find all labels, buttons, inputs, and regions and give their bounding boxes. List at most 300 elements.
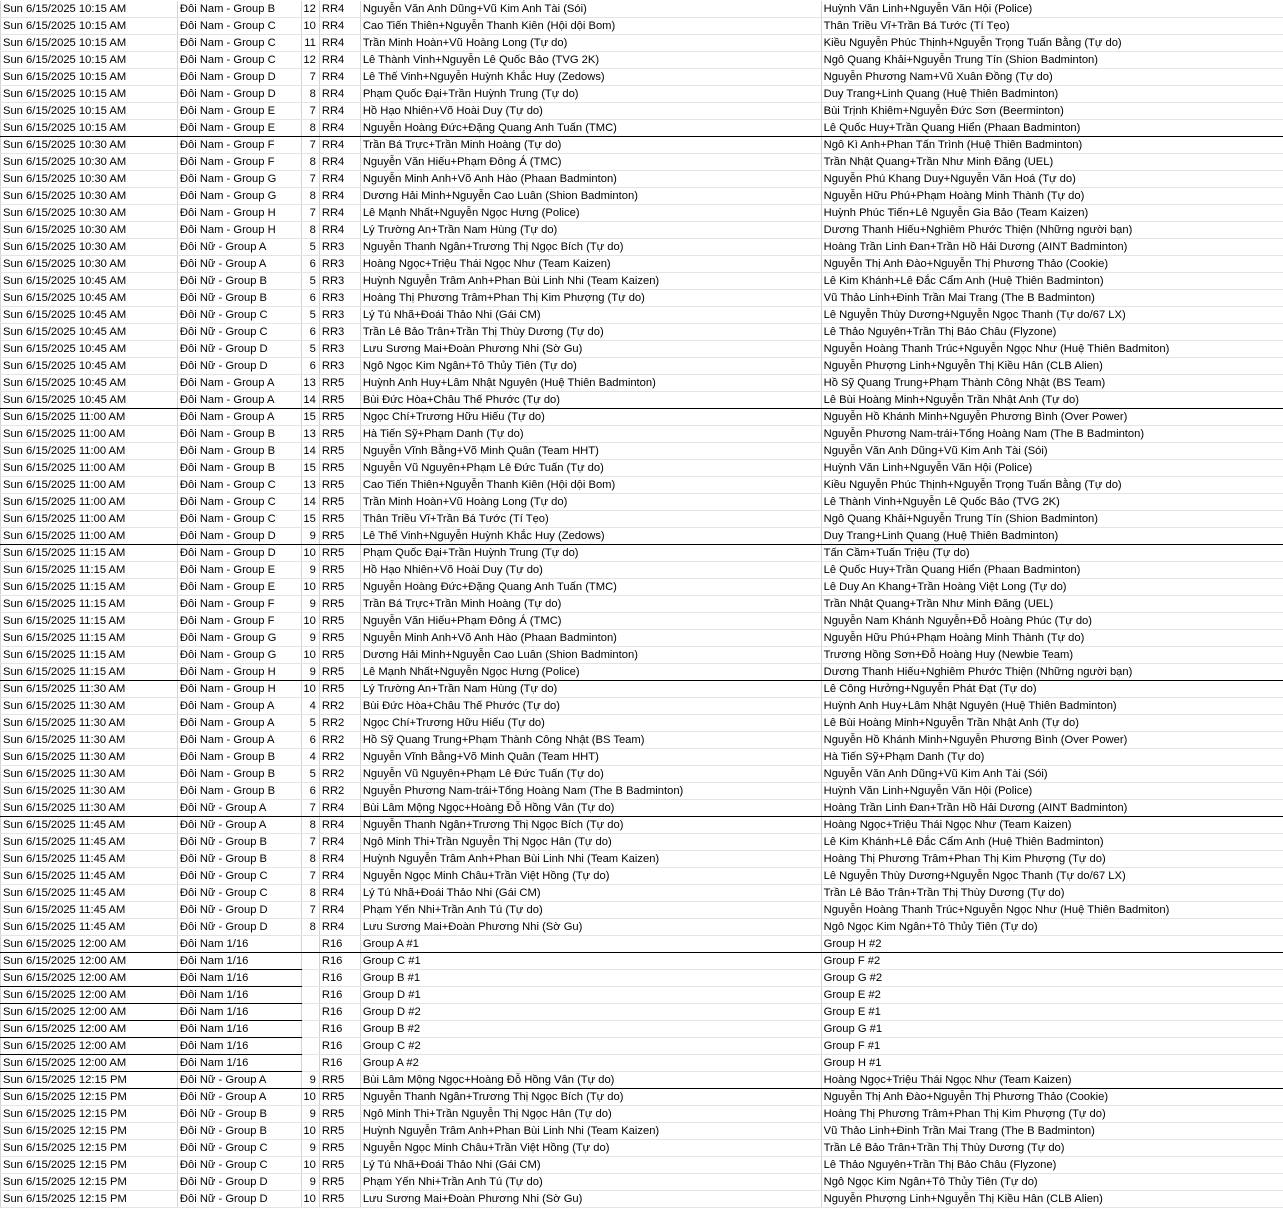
team-two-cell[interactable]: Trần Lê Bảo Trân+Trần Thị Thùy Dương (Tự do) bbox=[821, 1140, 1283, 1157]
match-number-cell[interactable]: 6 bbox=[301, 783, 319, 800]
match-number-cell[interactable]: 10 bbox=[301, 1191, 319, 1208]
time-cell[interactable]: Sun 6/15/2025 11:30 AM bbox=[1, 766, 178, 783]
time-cell[interactable]: Sun 6/15/2025 10:45 AM bbox=[1, 375, 178, 392]
team-two-cell[interactable]: Group H #1 bbox=[821, 1055, 1283, 1072]
event-cell[interactable]: Đôi Nam - Group C bbox=[177, 52, 301, 69]
round-cell[interactable]: RR5 bbox=[319, 681, 360, 698]
team-two-cell[interactable]: Huỳnh Anh Huy+Lâm Nhật Nguyên (Huệ Thiên Badminton) bbox=[821, 698, 1283, 715]
team-one-cell[interactable]: Phạm Yến Nhi+Trần Anh Tú (Tự do) bbox=[360, 902, 821, 919]
time-cell[interactable]: Sun 6/15/2025 10:30 AM bbox=[1, 137, 178, 154]
team-two-cell[interactable]: Kiều Nguyễn Phúc Thịnh+Nguyễn Trọng Tuấn Bằng (Tự do) bbox=[821, 35, 1283, 52]
team-two-cell[interactable]: Duy Trang+Linh Quang (Huệ Thiên Badminton) bbox=[821, 86, 1283, 103]
round-cell[interactable]: RR5 bbox=[319, 545, 360, 562]
round-cell[interactable]: RR4 bbox=[319, 902, 360, 919]
team-one-cell[interactable]: Hoàng Ngọc+Triệu Thái Ngọc Như (Team Kaizen) bbox=[360, 256, 821, 273]
time-cell[interactable]: Sun 6/15/2025 12:00 AM bbox=[1, 936, 178, 953]
time-cell[interactable]: Sun 6/15/2025 12:00 AM bbox=[1, 953, 178, 970]
team-two-cell[interactable]: Vũ Thảo Linh+Đinh Trần Mai Trang (The B Badminton) bbox=[821, 1123, 1283, 1140]
round-cell[interactable]: RR3 bbox=[319, 324, 360, 341]
event-cell[interactable]: Đôi Nữ - Group C bbox=[177, 868, 301, 885]
time-cell[interactable]: Sun 6/15/2025 11:00 AM bbox=[1, 443, 178, 460]
team-two-cell[interactable]: Hà Tiến Sỹ+Phạm Danh (Tự do) bbox=[821, 749, 1283, 766]
round-cell[interactable]: RR2 bbox=[319, 715, 360, 732]
match-number-cell[interactable]: 9 bbox=[301, 562, 319, 579]
team-one-cell[interactable]: Huỳnh Nguyễn Trâm Anh+Phan Bùi Linh Nhi (Team Kaizen) bbox=[360, 851, 821, 868]
event-cell[interactable]: Đôi Nam - Group F bbox=[177, 154, 301, 171]
match-number-cell[interactable]: 10 bbox=[301, 579, 319, 596]
time-cell[interactable]: Sun 6/15/2025 11:00 AM bbox=[1, 426, 178, 443]
event-cell[interactable]: Đôi Nam 1/16 bbox=[177, 936, 301, 953]
time-cell[interactable]: Sun 6/15/2025 11:45 AM bbox=[1, 834, 178, 851]
team-two-cell[interactable]: Dương Thanh Hiếu+Nghiêm Phước Thiện (Những người bạn) bbox=[821, 664, 1283, 681]
team-one-cell[interactable]: Hà Tiến Sỹ+Phạm Danh (Tự do) bbox=[360, 426, 821, 443]
round-cell[interactable]: RR4 bbox=[319, 120, 360, 137]
match-number-cell[interactable]: 10 bbox=[301, 545, 319, 562]
team-two-cell[interactable]: Lê Bùi Hoàng Minh+Nguyễn Trần Nhật Anh (Tự do) bbox=[821, 392, 1283, 409]
time-cell[interactable]: Sun 6/15/2025 10:15 AM bbox=[1, 86, 178, 103]
team-one-cell[interactable]: Trần Minh Hoàn+Vũ Hoàng Long (Tự do) bbox=[360, 494, 821, 511]
team-two-cell[interactable]: Lê Công Hưởng+Nguyễn Phát Đạt (Tự do) bbox=[821, 681, 1283, 698]
team-one-cell[interactable]: Lê Thế Vinh+Nguyễn Huỳnh Khắc Huy (Zedows) bbox=[360, 528, 821, 545]
match-number-cell[interactable] bbox=[301, 970, 319, 987]
event-cell[interactable]: Đôi Nữ - Group B bbox=[177, 834, 301, 851]
match-number-cell[interactable]: 14 bbox=[301, 443, 319, 460]
team-two-cell[interactable]: Huỳnh Phúc Tiến+Lê Nguyễn Gia Bảo (Team Kaizen) bbox=[821, 205, 1283, 222]
time-cell[interactable]: Sun 6/15/2025 12:00 AM bbox=[1, 1021, 178, 1038]
round-cell[interactable]: RR5 bbox=[319, 409, 360, 426]
match-number-cell[interactable]: 9 bbox=[301, 1106, 319, 1123]
team-one-cell[interactable]: Nguyễn Vĩnh Bằng+Võ Minh Quân (Team HHT) bbox=[360, 443, 821, 460]
time-cell[interactable]: Sun 6/15/2025 10:45 AM bbox=[1, 392, 178, 409]
event-cell[interactable]: Đôi Nam - Group A bbox=[177, 375, 301, 392]
event-cell[interactable]: Đôi Nữ - Group A bbox=[177, 256, 301, 273]
match-number-cell[interactable]: 6 bbox=[301, 358, 319, 375]
time-cell[interactable]: Sun 6/15/2025 11:15 AM bbox=[1, 613, 178, 630]
time-cell[interactable]: Sun 6/15/2025 12:15 PM bbox=[1, 1089, 178, 1106]
team-two-cell[interactable]: Duy Trang+Linh Quang (Huệ Thiên Badminton) bbox=[821, 528, 1283, 545]
round-cell[interactable]: RR4 bbox=[319, 222, 360, 239]
team-one-cell[interactable]: Ngô Ngọc Kim Ngân+Tô Thủy Tiên (Tự do) bbox=[360, 358, 821, 375]
team-one-cell[interactable]: Nguyễn Văn Hiếu+Phạm Đông Á (TMC) bbox=[360, 154, 821, 171]
round-cell[interactable]: RR2 bbox=[319, 698, 360, 715]
time-cell[interactable]: Sun 6/15/2025 10:15 AM bbox=[1, 1, 178, 18]
team-one-cell[interactable]: Lý Trường An+Trần Nam Hùng (Tự do) bbox=[360, 681, 821, 698]
round-cell[interactable]: RR5 bbox=[319, 613, 360, 630]
round-cell[interactable]: RR5 bbox=[319, 392, 360, 409]
team-one-cell[interactable]: Hoàng Thị Phương Trâm+Phan Thị Kim Phượng (Tự do) bbox=[360, 290, 821, 307]
match-number-cell[interactable]: 8 bbox=[301, 851, 319, 868]
time-cell[interactable]: Sun 6/15/2025 10:45 AM bbox=[1, 307, 178, 324]
round-cell[interactable]: RR4 bbox=[319, 919, 360, 936]
round-cell[interactable]: RR4 bbox=[319, 154, 360, 171]
team-two-cell[interactable]: Lê Bùi Hoàng Minh+Nguyễn Trần Nhật Anh (Tự do) bbox=[821, 715, 1283, 732]
time-cell[interactable]: Sun 6/15/2025 11:45 AM bbox=[1, 817, 178, 834]
event-cell[interactable]: Đôi Nữ - Group B bbox=[177, 851, 301, 868]
time-cell[interactable]: Sun 6/15/2025 11:45 AM bbox=[1, 851, 178, 868]
event-cell[interactable]: Đôi Nam - Group H bbox=[177, 681, 301, 698]
match-number-cell[interactable] bbox=[301, 987, 319, 1004]
time-cell[interactable]: Sun 6/15/2025 10:30 AM bbox=[1, 171, 178, 188]
round-cell[interactable]: RR5 bbox=[319, 1191, 360, 1208]
team-two-cell[interactable]: Huỳnh Văn Linh+Nguyễn Văn Hội (Police) bbox=[821, 460, 1283, 477]
team-two-cell[interactable]: Lê Quốc Huy+Trần Quang Hiển (Phaan Badminton) bbox=[821, 562, 1283, 579]
team-one-cell[interactable]: Group D #2 bbox=[360, 1004, 821, 1021]
team-two-cell[interactable]: Lê Quốc Huy+Trần Quang Hiển (Phaan Badminton) bbox=[821, 120, 1283, 137]
team-one-cell[interactable]: Group A #2 bbox=[360, 1055, 821, 1072]
match-number-cell[interactable]: 9 bbox=[301, 1072, 319, 1089]
team-two-cell[interactable]: Bùi Trịnh Khiêm+Nguyễn Đức Sơn (Beerminton) bbox=[821, 103, 1283, 120]
match-number-cell[interactable]: 10 bbox=[301, 1157, 319, 1174]
team-one-cell[interactable]: Trần Bá Trực+Trần Minh Hoàng (Tự do) bbox=[360, 596, 821, 613]
event-cell[interactable]: Đôi Nam - Group A bbox=[177, 392, 301, 409]
team-two-cell[interactable]: Nguyễn Phương Nam+Vũ Xuân Đồng (Tự do) bbox=[821, 69, 1283, 86]
round-cell[interactable]: RR4 bbox=[319, 35, 360, 52]
team-two-cell[interactable]: Nguyễn Phượng Linh+Nguyễn Thị Kiều Hân (CLB Alien) bbox=[821, 1191, 1283, 1208]
round-cell[interactable]: R16 bbox=[319, 987, 360, 1004]
match-number-cell[interactable]: 6 bbox=[301, 324, 319, 341]
match-number-cell[interactable]: 7 bbox=[301, 171, 319, 188]
time-cell[interactable]: Sun 6/15/2025 10:30 AM bbox=[1, 154, 178, 171]
time-cell[interactable]: Sun 6/15/2025 10:45 AM bbox=[1, 341, 178, 358]
round-cell[interactable]: RR3 bbox=[319, 273, 360, 290]
team-two-cell[interactable]: Huỳnh Văn Linh+Nguyễn Văn Hội (Police) bbox=[821, 1, 1283, 18]
team-two-cell[interactable]: Vũ Thảo Linh+Đinh Trần Mai Trang (The B Badminton) bbox=[821, 290, 1283, 307]
round-cell[interactable]: RR5 bbox=[319, 375, 360, 392]
match-number-cell[interactable]: 7 bbox=[301, 868, 319, 885]
event-cell[interactable]: Đôi Nam 1/16 bbox=[177, 987, 301, 1004]
team-one-cell[interactable]: Phạm Yến Nhi+Trần Anh Tú (Tự do) bbox=[360, 1174, 821, 1191]
team-two-cell[interactable]: Group F #1 bbox=[821, 1038, 1283, 1055]
match-number-cell[interactable]: 7 bbox=[301, 69, 319, 86]
event-cell[interactable]: Đôi Nam - Group B bbox=[177, 460, 301, 477]
team-two-cell[interactable]: Hoàng Ngọc+Triệu Thái Ngọc Như (Team Kaizen) bbox=[821, 1072, 1283, 1089]
match-number-cell[interactable]: 9 bbox=[301, 1174, 319, 1191]
team-one-cell[interactable]: Group D #1 bbox=[360, 987, 821, 1004]
team-one-cell[interactable]: Nguyễn Vũ Nguyên+Phạm Lê Đức Tuấn (Tự do) bbox=[360, 766, 821, 783]
round-cell[interactable]: RR5 bbox=[319, 579, 360, 596]
time-cell[interactable]: Sun 6/15/2025 10:15 AM bbox=[1, 52, 178, 69]
round-cell[interactable]: RR4 bbox=[319, 885, 360, 902]
round-cell[interactable]: RR2 bbox=[319, 749, 360, 766]
round-cell[interactable]: R16 bbox=[319, 1004, 360, 1021]
round-cell[interactable]: RR4 bbox=[319, 18, 360, 35]
team-two-cell[interactable]: Lê Thành Vinh+Nguyễn Lê Quốc Bảo (TVG 2K) bbox=[821, 494, 1283, 511]
time-cell[interactable]: Sun 6/15/2025 12:15 PM bbox=[1, 1072, 178, 1089]
match-number-cell[interactable]: 13 bbox=[301, 426, 319, 443]
round-cell[interactable]: RR4 bbox=[319, 137, 360, 154]
team-one-cell[interactable]: Hồ Hạo Nhiên+Võ Hoài Duy (Tự do) bbox=[360, 562, 821, 579]
time-cell[interactable]: Sun 6/15/2025 10:15 AM bbox=[1, 35, 178, 52]
match-number-cell[interactable]: 5 bbox=[301, 273, 319, 290]
event-cell[interactable]: Đôi Nam - Group D bbox=[177, 86, 301, 103]
event-cell[interactable]: Đôi Nam 1/16 bbox=[177, 1004, 301, 1021]
time-cell[interactable]: Sun 6/15/2025 11:30 AM bbox=[1, 749, 178, 766]
team-two-cell[interactable]: Hoàng Trần Linh Đan+Trần Hồ Hải Dương (AINT Badminton) bbox=[821, 239, 1283, 256]
match-number-cell[interactable]: 4 bbox=[301, 698, 319, 715]
match-number-cell[interactable]: 5 bbox=[301, 239, 319, 256]
time-cell[interactable]: Sun 6/15/2025 11:30 AM bbox=[1, 681, 178, 698]
event-cell[interactable]: Đôi Nam - Group B bbox=[177, 766, 301, 783]
time-cell[interactable]: Sun 6/15/2025 11:00 AM bbox=[1, 409, 178, 426]
team-one-cell[interactable]: Bùi Lâm Mộng Ngọc+Hoàng Đỗ Hồng Vân (Tự do) bbox=[360, 1072, 821, 1089]
match-number-cell[interactable]: 8 bbox=[301, 885, 319, 902]
team-two-cell[interactable]: Trần Lê Bảo Trân+Trần Thị Thùy Dương (Tự do) bbox=[821, 885, 1283, 902]
round-cell[interactable]: RR5 bbox=[319, 647, 360, 664]
match-number-cell[interactable] bbox=[301, 1038, 319, 1055]
match-number-cell[interactable]: 12 bbox=[301, 52, 319, 69]
team-one-cell[interactable]: Lê Thành Vinh+Nguyễn Lê Quốc Bảo (TVG 2K) bbox=[360, 52, 821, 69]
round-cell[interactable]: RR2 bbox=[319, 766, 360, 783]
team-two-cell[interactable]: Nguyễn Hữu Phú+Phạm Hoàng Minh Thành (Tự do) bbox=[821, 630, 1283, 647]
match-number-cell[interactable]: 5 bbox=[301, 766, 319, 783]
team-one-cell[interactable]: Nguyễn Minh Anh+Võ Anh Hào (Phaan Badminton) bbox=[360, 630, 821, 647]
team-one-cell[interactable]: Dương Hải Minh+Nguyễn Cao Luân (Shion Badminton) bbox=[360, 647, 821, 664]
round-cell[interactable]: RR5 bbox=[319, 630, 360, 647]
round-cell[interactable]: RR5 bbox=[319, 664, 360, 681]
event-cell[interactable]: Đôi Nam - Group B bbox=[177, 1, 301, 18]
team-one-cell[interactable]: Phạm Quốc Đại+Trần Huỳnh Trung (Tự do) bbox=[360, 545, 821, 562]
team-one-cell[interactable]: Nguyễn Ngọc Minh Châu+Trần Việt Hồng (Tự do) bbox=[360, 868, 821, 885]
team-two-cell[interactable]: Lê Nguyễn Thùy Dương+Nguyễn Ngọc Thanh (Tự do/67 LX) bbox=[821, 868, 1283, 885]
round-cell[interactable]: RR5 bbox=[319, 443, 360, 460]
team-one-cell[interactable]: Nguyễn Phương Nam-trái+Tống Hoàng Nam (The B Badminton) bbox=[360, 783, 821, 800]
team-one-cell[interactable]: Lưu Sương Mai+Đoàn Phương Nhi (Sờ Gu) bbox=[360, 1191, 821, 1208]
team-two-cell[interactable]: Hồ Sỹ Quang Trung+Phạm Thành Công Nhật (BS Team) bbox=[821, 375, 1283, 392]
team-one-cell[interactable]: Lý Tú Nhã+Đoái Thảo Nhi (Gái CM) bbox=[360, 307, 821, 324]
time-cell[interactable]: Sun 6/15/2025 11:15 AM bbox=[1, 647, 178, 664]
event-cell[interactable]: Đôi Nam - Group C bbox=[177, 494, 301, 511]
event-cell[interactable]: Đôi Nam 1/16 bbox=[177, 953, 301, 970]
match-number-cell[interactable]: 6 bbox=[301, 290, 319, 307]
event-cell[interactable]: Đôi Nữ - Group D bbox=[177, 1174, 301, 1191]
team-one-cell[interactable]: Nguyễn Văn Hiếu+Phạm Đông Á (TMC) bbox=[360, 613, 821, 630]
event-cell[interactable]: Đôi Nam - Group A bbox=[177, 715, 301, 732]
team-one-cell[interactable]: Nguyễn Thanh Ngân+Trương Thị Ngọc Bích (Tự do) bbox=[360, 817, 821, 834]
team-two-cell[interactable]: Nguyễn Hồ Khánh Minh+Nguyễn Phương Bình (Over Power) bbox=[821, 732, 1283, 749]
round-cell[interactable]: RR4 bbox=[319, 205, 360, 222]
team-one-cell[interactable]: Ngọc Chí+Trương Hữu Hiếu (Tự do) bbox=[360, 409, 821, 426]
event-cell[interactable]: Đôi Nữ - Group D bbox=[177, 358, 301, 375]
event-cell[interactable]: Đôi Nam - Group C bbox=[177, 35, 301, 52]
team-two-cell[interactable]: Huỳnh Văn Linh+Nguyễn Văn Hội (Police) bbox=[821, 783, 1283, 800]
event-cell[interactable]: Đôi Nam - Group E bbox=[177, 120, 301, 137]
event-cell[interactable]: Đôi Nữ - Group A bbox=[177, 1089, 301, 1106]
time-cell[interactable]: Sun 6/15/2025 11:30 AM bbox=[1, 800, 178, 817]
team-two-cell[interactable]: Lê Nguyễn Thùy Dương+Nguyễn Ngọc Thanh (Tự do/67 LX) bbox=[821, 307, 1283, 324]
time-cell[interactable]: Sun 6/15/2025 11:45 AM bbox=[1, 919, 178, 936]
team-two-cell[interactable]: Group E #2 bbox=[821, 987, 1283, 1004]
round-cell[interactable]: RR5 bbox=[319, 1140, 360, 1157]
time-cell[interactable]: Sun 6/15/2025 10:45 AM bbox=[1, 358, 178, 375]
round-cell[interactable]: R16 bbox=[319, 1038, 360, 1055]
round-cell[interactable]: R16 bbox=[319, 970, 360, 987]
time-cell[interactable]: Sun 6/15/2025 10:45 AM bbox=[1, 273, 178, 290]
event-cell[interactable]: Đôi Nam - Group C bbox=[177, 477, 301, 494]
match-number-cell[interactable] bbox=[301, 936, 319, 953]
team-one-cell[interactable]: Nguyễn Hoàng Đức+Đặng Quang Anh Tuấn (TMC) bbox=[360, 120, 821, 137]
team-one-cell[interactable]: Ngọc Chí+Trương Hữu Hiếu (Tự do) bbox=[360, 715, 821, 732]
team-two-cell[interactable]: Group H #2 bbox=[821, 936, 1283, 953]
event-cell[interactable]: Đôi Nữ - Group C bbox=[177, 307, 301, 324]
time-cell[interactable]: Sun 6/15/2025 12:00 AM bbox=[1, 1004, 178, 1021]
time-cell[interactable]: Sun 6/15/2025 12:00 AM bbox=[1, 1038, 178, 1055]
time-cell[interactable]: Sun 6/15/2025 11:15 AM bbox=[1, 596, 178, 613]
round-cell[interactable]: RR4 bbox=[319, 69, 360, 86]
match-number-cell[interactable]: 13 bbox=[301, 375, 319, 392]
time-cell[interactable]: Sun 6/15/2025 11:00 AM bbox=[1, 494, 178, 511]
round-cell[interactable]: RR4 bbox=[319, 52, 360, 69]
time-cell[interactable]: Sun 6/15/2025 11:30 AM bbox=[1, 732, 178, 749]
round-cell[interactable]: RR5 bbox=[319, 1123, 360, 1140]
time-cell[interactable]: Sun 6/15/2025 11:15 AM bbox=[1, 579, 178, 596]
team-one-cell[interactable]: Nguyễn Văn Anh Dũng+Vũ Kim Anh Tài (Sói) bbox=[360, 1, 821, 18]
time-cell[interactable]: Sun 6/15/2025 10:15 AM bbox=[1, 120, 178, 137]
team-one-cell[interactable]: Nguyễn Minh Anh+Võ Anh Hào (Phaan Badminton) bbox=[360, 171, 821, 188]
team-two-cell[interactable]: Nguyễn Phương Nam-trái+Tống Hoàng Nam (The B Badminton) bbox=[821, 426, 1283, 443]
team-two-cell[interactable]: Nguyễn Phượng Linh+Nguyễn Thị Kiều Hân (CLB Alien) bbox=[821, 358, 1283, 375]
time-cell[interactable]: Sun 6/15/2025 11:45 AM bbox=[1, 902, 178, 919]
round-cell[interactable]: RR4 bbox=[319, 834, 360, 851]
match-number-cell[interactable] bbox=[301, 1055, 319, 1072]
event-cell[interactable]: Đôi Nam - Group E bbox=[177, 103, 301, 120]
event-cell[interactable]: Đôi Nam - Group G bbox=[177, 647, 301, 664]
event-cell[interactable]: Đôi Nữ - Group D bbox=[177, 902, 301, 919]
match-number-cell[interactable]: 14 bbox=[301, 392, 319, 409]
team-one-cell[interactable]: Group B #2 bbox=[360, 1021, 821, 1038]
match-number-cell[interactable]: 9 bbox=[301, 630, 319, 647]
team-one-cell[interactable]: Ngô Minh Thi+Trần Nguyễn Thị Ngọc Hân (Tự do) bbox=[360, 1106, 821, 1123]
match-number-cell[interactable]: 7 bbox=[301, 205, 319, 222]
event-cell[interactable]: Đôi Nam - Group B bbox=[177, 783, 301, 800]
match-number-cell[interactable]: 8 bbox=[301, 188, 319, 205]
time-cell[interactable]: Sun 6/15/2025 12:00 AM bbox=[1, 970, 178, 987]
match-number-cell[interactable]: 7 bbox=[301, 834, 319, 851]
time-cell[interactable]: Sun 6/15/2025 11:00 AM bbox=[1, 528, 178, 545]
team-two-cell[interactable]: Dương Thanh Hiếu+Nghiêm Phước Thiện (Những người bạn) bbox=[821, 222, 1283, 239]
round-cell[interactable]: RR5 bbox=[319, 1089, 360, 1106]
event-cell[interactable]: Đôi Nam - Group B bbox=[177, 426, 301, 443]
round-cell[interactable]: RR3 bbox=[319, 341, 360, 358]
team-one-cell[interactable]: Huỳnh Nguyễn Trâm Anh+Phan Bùi Linh Nhi (Team Kaizen) bbox=[360, 273, 821, 290]
event-cell[interactable]: Đôi Nam - Group E bbox=[177, 579, 301, 596]
team-one-cell[interactable]: Group A #1 bbox=[360, 936, 821, 953]
event-cell[interactable]: Đôi Nam - Group H bbox=[177, 222, 301, 239]
team-two-cell[interactable]: Group E #1 bbox=[821, 1004, 1283, 1021]
event-cell[interactable]: Đôi Nam - Group D bbox=[177, 528, 301, 545]
team-one-cell[interactable]: Thân Triều Vĩ+Trần Bá Tước (Tí Tẹo) bbox=[360, 511, 821, 528]
event-cell[interactable]: Đôi Nam - Group G bbox=[177, 188, 301, 205]
event-cell[interactable]: Đôi Nam - Group F bbox=[177, 596, 301, 613]
round-cell[interactable]: RR5 bbox=[319, 596, 360, 613]
team-two-cell[interactable]: Hoàng Trần Linh Đan+Trần Hồ Hải Dương (AINT Badminton) bbox=[821, 800, 1283, 817]
event-cell[interactable]: Đôi Nữ - Group D bbox=[177, 919, 301, 936]
team-one-cell[interactable]: Hồ Sỹ Quang Trung+Phạm Thành Công Nhật (BS Team) bbox=[360, 732, 821, 749]
match-number-cell[interactable]: 10 bbox=[301, 1089, 319, 1106]
match-number-cell[interactable]: 8 bbox=[301, 919, 319, 936]
match-number-cell[interactable]: 8 bbox=[301, 120, 319, 137]
time-cell[interactable]: Sun 6/15/2025 11:45 AM bbox=[1, 885, 178, 902]
round-cell[interactable]: RR5 bbox=[319, 1157, 360, 1174]
round-cell[interactable]: RR3 bbox=[319, 239, 360, 256]
match-number-cell[interactable]: 7 bbox=[301, 902, 319, 919]
team-two-cell[interactable]: Group G #2 bbox=[821, 970, 1283, 987]
time-cell[interactable]: Sun 6/15/2025 12:15 PM bbox=[1, 1106, 178, 1123]
event-cell[interactable]: Đôi Nam - Group F bbox=[177, 613, 301, 630]
time-cell[interactable]: Sun 6/15/2025 10:30 AM bbox=[1, 256, 178, 273]
time-cell[interactable]: Sun 6/15/2025 12:00 AM bbox=[1, 987, 178, 1004]
match-number-cell[interactable]: 9 bbox=[301, 664, 319, 681]
team-two-cell[interactable]: Hoàng Thị Phương Trâm+Phan Thị Kim Phượng (Tự do) bbox=[821, 851, 1283, 868]
team-two-cell[interactable]: Nguyễn Nam Khánh Nguyễn+Đỗ Hoàng Phúc (Tự do) bbox=[821, 613, 1283, 630]
team-two-cell[interactable]: Nguyễn Hữu Phú+Phạm Hoàng Minh Thành (Tự do) bbox=[821, 188, 1283, 205]
time-cell[interactable]: Sun 6/15/2025 11:15 AM bbox=[1, 664, 178, 681]
time-cell[interactable]: Sun 6/15/2025 12:15 PM bbox=[1, 1174, 178, 1191]
match-number-cell[interactable]: 10 bbox=[301, 613, 319, 630]
team-one-cell[interactable]: Phạm Quốc Đại+Trần Huỳnh Trung (Tự do) bbox=[360, 86, 821, 103]
team-two-cell[interactable]: Hoàng Thị Phương Trâm+Phan Thị Kim Phượng (Tự do) bbox=[821, 1106, 1283, 1123]
event-cell[interactable]: Đôi Nam - Group G bbox=[177, 630, 301, 647]
team-one-cell[interactable]: Bùi Đức Hòa+Châu Thế Phước (Tự do) bbox=[360, 392, 821, 409]
team-one-cell[interactable]: Cao Tiến Thiên+Nguyễn Thanh Kiên (Hội dội Bom) bbox=[360, 18, 821, 35]
team-one-cell[interactable]: Trần Lê Bảo Trân+Trần Thị Thùy Dương (Tự do) bbox=[360, 324, 821, 341]
round-cell[interactable]: RR4 bbox=[319, 817, 360, 834]
match-number-cell[interactable]: 8 bbox=[301, 817, 319, 834]
time-cell[interactable]: Sun 6/15/2025 12:15 PM bbox=[1, 1157, 178, 1174]
team-one-cell[interactable]: Nguyễn Hoàng Đức+Đặng Quang Anh Tuấn (TMC) bbox=[360, 579, 821, 596]
team-two-cell[interactable]: Nguyễn Hoàng Thanh Trúc+Nguyễn Ngọc Như (Huệ Thiên Badmiton) bbox=[821, 341, 1283, 358]
event-cell[interactable]: Đôi Nam - Group A bbox=[177, 409, 301, 426]
match-number-cell[interactable]: 9 bbox=[301, 528, 319, 545]
event-cell[interactable]: Đôi Nữ - Group D bbox=[177, 341, 301, 358]
event-cell[interactable]: Đôi Nam 1/16 bbox=[177, 1038, 301, 1055]
team-one-cell[interactable]: Lý Tú Nhã+Đoái Thảo Nhi (Gái CM) bbox=[360, 1157, 821, 1174]
event-cell[interactable]: Đôi Nữ - Group B bbox=[177, 1106, 301, 1123]
round-cell[interactable]: R16 bbox=[319, 953, 360, 970]
round-cell[interactable]: RR4 bbox=[319, 188, 360, 205]
round-cell[interactable]: RR2 bbox=[319, 783, 360, 800]
time-cell[interactable]: Sun 6/15/2025 10:45 AM bbox=[1, 324, 178, 341]
team-one-cell[interactable]: Lý Trường An+Trần Nam Hùng (Tự do) bbox=[360, 222, 821, 239]
team-two-cell[interactable]: Ngô Quang Khải+Nguyễn Trung Tín (Shion Badminton) bbox=[821, 511, 1283, 528]
team-two-cell[interactable]: Group G #1 bbox=[821, 1021, 1283, 1038]
time-cell[interactable]: Sun 6/15/2025 10:45 AM bbox=[1, 290, 178, 307]
team-one-cell[interactable]: Lý Tú Nhã+Đoái Thảo Nhi (Gái CM) bbox=[360, 885, 821, 902]
event-cell[interactable]: Đôi Nam - Group D bbox=[177, 545, 301, 562]
match-number-cell[interactable]: 8 bbox=[301, 154, 319, 171]
team-two-cell[interactable]: Lê Thảo Nguyên+Trần Thị Bảo Châu (Flyzone) bbox=[821, 1157, 1283, 1174]
match-number-cell[interactable] bbox=[301, 953, 319, 970]
team-one-cell[interactable]: Cao Tiến Thiên+Nguyễn Thanh Kiên (Hội dội Bom) bbox=[360, 477, 821, 494]
event-cell[interactable]: Đôi Nam - Group G bbox=[177, 171, 301, 188]
match-number-cell[interactable]: 9 bbox=[301, 596, 319, 613]
time-cell[interactable]: Sun 6/15/2025 10:30 AM bbox=[1, 188, 178, 205]
team-two-cell[interactable]: Nguyễn Hồ Khánh Minh+Nguyễn Phương Bình (Over Power) bbox=[821, 409, 1283, 426]
match-number-cell[interactable]: 7 bbox=[301, 137, 319, 154]
round-cell[interactable]: RR4 bbox=[319, 851, 360, 868]
round-cell[interactable]: RR3 bbox=[319, 256, 360, 273]
time-cell[interactable]: Sun 6/15/2025 11:00 AM bbox=[1, 511, 178, 528]
team-two-cell[interactable]: Lê Kim Khánh+Lê Đắc Cẩm Anh (Huệ Thiên Badminton) bbox=[821, 834, 1283, 851]
match-number-cell[interactable]: 8 bbox=[301, 86, 319, 103]
team-one-cell[interactable]: Bùi Lâm Mộng Ngọc+Hoàng Đỗ Hồng Vân (Tự do) bbox=[360, 800, 821, 817]
event-cell[interactable]: Đôi Nữ - Group A bbox=[177, 817, 301, 834]
match-number-cell[interactable]: 9 bbox=[301, 1140, 319, 1157]
event-cell[interactable]: Đôi Nam - Group A bbox=[177, 698, 301, 715]
team-two-cell[interactable]: Trương Hồng Sơn+Đỗ Hoàng Huy (Newbie Team) bbox=[821, 647, 1283, 664]
team-two-cell[interactable]: Nguyễn Văn Anh Dũng+Vũ Kim Anh Tài (Sói) bbox=[821, 443, 1283, 460]
time-cell[interactable]: Sun 6/15/2025 11:45 AM bbox=[1, 868, 178, 885]
round-cell[interactable]: RR2 bbox=[319, 732, 360, 749]
